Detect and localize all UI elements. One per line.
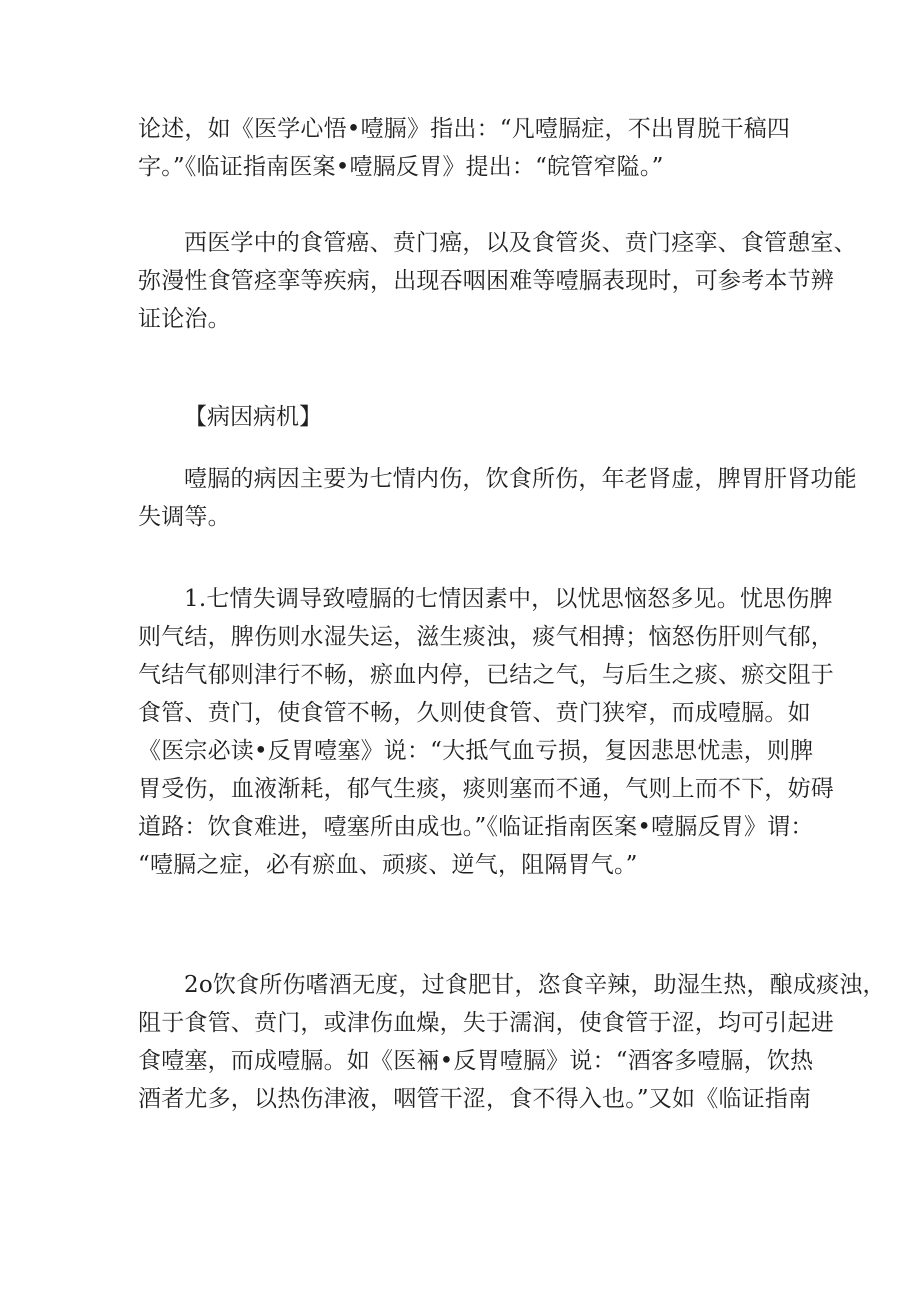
paragraph-dietary-factors [138, 966, 886, 1118]
text-line: 胃受伤，血液渐耗，郁气生痰，痰则塞而不通，气则上而不下，妨碍 [138, 776, 834, 802]
text-line: “噎膈之症，必有瘀血、顽痰、逆气，阻隔胃气。” [138, 852, 638, 878]
paragraph-western-medicine [138, 224, 857, 338]
text-line: 则气结，脾伤则水湿失运，滋生痰浊，痰气相搏；恼怒伤肝则气郁， [138, 624, 834, 650]
text-line: 阻于食管、贲门，或津伤血燥，失于濡润，使食管于涩，均可引起进 [138, 1010, 834, 1036]
text-line: 证论治。 [138, 306, 231, 332]
paragraph-etiology-intro [138, 460, 857, 536]
text-line: 道路：饮食难进，噎塞所由成也。”《临证指南医案•噎膈反胃》谓： [138, 814, 814, 840]
text-line: 噎膈的病因主要为七情内伤，饮食所伤，年老肾虚，脾胃肝肾功能 [184, 466, 857, 492]
text-line: 《医宗必读•反胃噎塞》说：“大抵气血亏损，复因悲思忧恚，则脾 [138, 738, 814, 764]
text-line: 字。”《临证指南医案•噎膈反胃》提出：“皖管窄隘。” [138, 154, 664, 180]
text-line: 论述，如《医学心悟•噎膈》指出：“凡噎膈症，不出胃脱干稿四 [138, 116, 791, 142]
text-line: 气结气郁则津行不畅，瘀血内停，已结之气，与后生之痰、瘀交阻于 [138, 662, 834, 688]
section-heading: 【病因病机】 [184, 404, 322, 430]
text-line: 1.七情失调导致噎膈的七情因素中，以忧思恼怒多见。忧思伤脾 [184, 586, 833, 612]
text-line: 食噎塞，而成噎膈。如《医裲•反胃噎膈》说：“酒客多噎膈，饮热 [138, 1048, 814, 1074]
text-line: 西医学中的食管癌、贲门癌，以及食管炎、贲门痉挛、食管憩室、 [184, 230, 857, 256]
text-line: 弥漫性食管痉挛等疾病，出现吞咽困难等噎膈表现时，可参考本节辨 [138, 268, 834, 294]
text-line: 食管、贲门，使食管不畅，久则使食管、贲门狭窄，而成噎膈。如 [138, 700, 811, 726]
text-line: 酒者尤多，以热伤津液，咽管干涩，食不得入也。”又如《临证指南 [138, 1086, 812, 1112]
text-line: 失调等。 [138, 504, 231, 530]
paragraph-emotional-factors [138, 580, 834, 884]
paragraph-citation [138, 110, 798, 186]
text-line: 2o饮食所伤嗜酒无度，过食肥甘，恣食辛辣，助湿生热，酿成痰浊， [184, 972, 886, 998]
